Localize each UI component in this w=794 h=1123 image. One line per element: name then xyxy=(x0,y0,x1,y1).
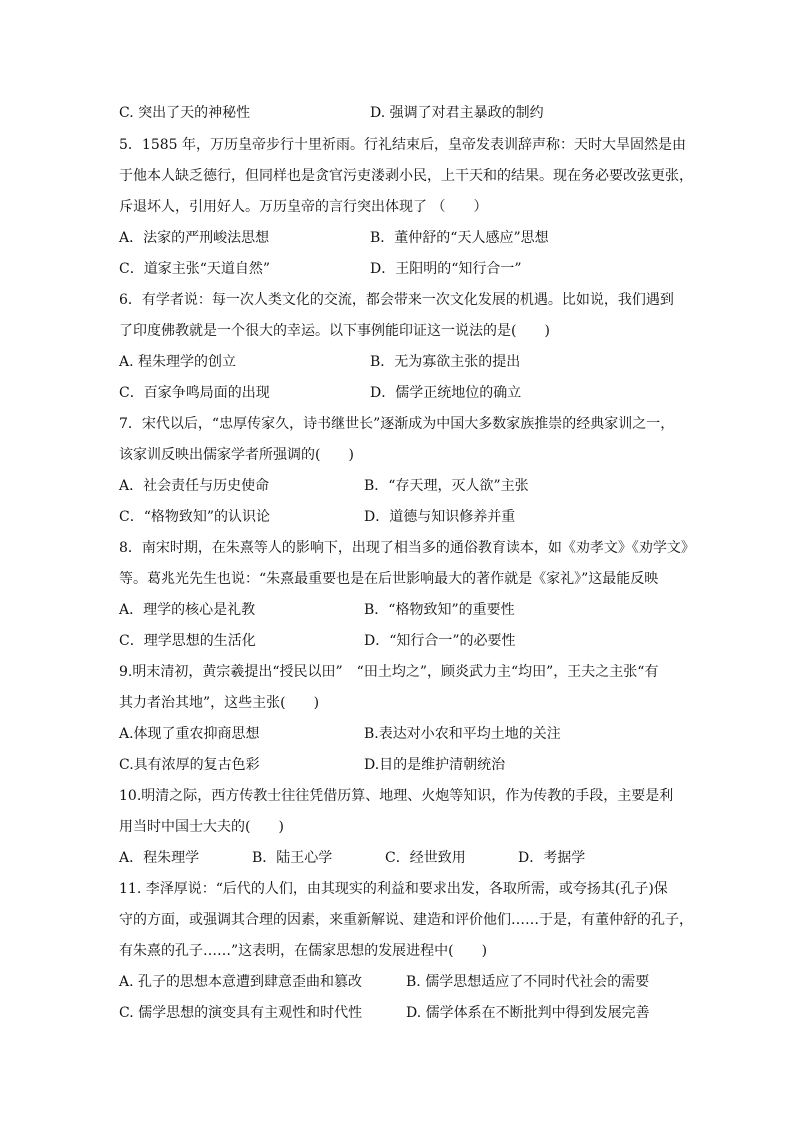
q11-stem-line1: 11. 李泽厚说：“后代的人们，由其现实的利益和要求出发，各取所需，或夸扬其(孔子)保 xyxy=(119,881,668,897)
q11-option-a: A. 孔子的思想本意遭到肆意歪曲和篡改 xyxy=(119,974,363,990)
q5-option-b: B．董仲舒的“天人感应”思想 xyxy=(370,230,549,246)
q7-option-b: B．“存天理，灭人欲”主张 xyxy=(364,478,529,494)
q8-option-b: B．“格物致知”的重要性 xyxy=(364,602,515,618)
q7-option-a: A．社会责任与历史使命 xyxy=(119,478,270,494)
q9-stem-line1: 9.明末清初，黄宗羲提出“授民以田” “田土均之”，顾炎武力主“均田”，王夫之主张“有 xyxy=(119,664,659,680)
q5-option-d: D．王阳明的“知行合一” xyxy=(370,261,522,277)
q10-stem-line1: 10.明清之际，西方传教士往往凭借历算、地理、火炮等知识，作为传教的手段，主要是利 xyxy=(119,788,674,804)
q9-option-b: B.表达对小农和平均土地的关注 xyxy=(364,726,561,742)
q7-option-d: D．道德与知识修养并重 xyxy=(364,509,516,525)
q5-option-c: C．道家主张“天道自然” xyxy=(119,261,271,277)
q6-stem-line2: 了印度佛教就是一个很大的幸运。以下事例能印证这一说法的是( ) xyxy=(119,323,550,339)
q11-stem-line2: 守的方面，或强调其合理的因素，来重新解说、建造和评价他们……于是，有董仲舒的孔子， xyxy=(119,912,693,928)
q9-option-c: C.具有浓厚的复古色彩 xyxy=(119,757,260,773)
q10-option-c: C．经世致用 xyxy=(385,850,466,866)
q6-stem-line1: 6．有学者说：每一次人类文化的交流，都会带来一次文化发展的机遇。比如说，我们遇到 xyxy=(119,292,674,308)
q6-option-a: A. 程朱理学的创立 xyxy=(119,354,237,370)
q10-option-a: A．程朱理学 xyxy=(119,850,200,866)
q9-option-a: A.体现了重农抑商思想 xyxy=(119,726,260,742)
q6-option-b: B．无为寡欲主张的提出 xyxy=(370,354,521,370)
q7-stem-line2: 该家训反映出儒家学者所强调的( ) xyxy=(119,447,354,463)
q6-option-d: D．儒学正统地位的确立 xyxy=(370,385,522,401)
q10-option-b: B．陆王心学 xyxy=(252,850,333,866)
q5-stem-line2: 于他本人缺乏德行，但同样也是贪官污吏溇剥小民，上干天和的结果。现在务必要改弦更张， xyxy=(119,168,693,184)
q7-stem-line1: 7．宋代以后，“忠厚传家久，诗书继世长”逐渐成为中国大多数家族推崇的经典家训之一， xyxy=(119,416,675,432)
q4-option-c: C. 突出了天的神秘性 xyxy=(119,105,251,121)
q8-option-a: A．理学的核心是礼教 xyxy=(119,602,256,618)
q8-option-c: C．理学思想的生活化 xyxy=(119,633,256,649)
q6-option-c: C．百家争鸣局面的出现 xyxy=(119,385,270,401)
q8-option-d: D．“知行合一”的必要性 xyxy=(364,633,516,649)
q8-stem-line2: 等。葛兆光先生也说：“朱熹最重要也是在后世影响最大的著作就是《家礼》”这最能反映 xyxy=(119,571,659,587)
q11-option-b: B. 儒学思想适应了不同时代社会的需要 xyxy=(406,974,650,990)
q10-option-d: D．考据学 xyxy=(518,850,586,866)
q11-option-c: C. 儒学思想的演变具有主观性和时代性 xyxy=(119,1005,363,1021)
q10-stem-line2: 用当时中国士大夫的( ) xyxy=(119,819,284,835)
q8-stem-line1: 8．南宋时期，在朱熹等人的影响下，出现了相当多的通俗教育读本，如《劝孝文》《劝学文》 xyxy=(119,540,695,556)
q9-option-d: D.目的是维护清朝统治 xyxy=(364,757,506,773)
q5-stem-line3: 斥退坏人，引用好人。万历皇帝的言行突出体现了 （ ） xyxy=(119,199,488,215)
q11-stem-line3: 有朱熹的孔子……”这表明，在儒家思想的发展进程中( ) xyxy=(119,943,488,959)
q11-option-d: D. 儒学体系在不断批判中得到发展完善 xyxy=(406,1005,650,1021)
q5-stem-line1: 5．1585 年，万历皇帝步行十里祈雨。行礼结束后，皇帝发表训辞声称：天时大旱固然是由 xyxy=(119,137,686,153)
q4-option-d: D. 强调了对君主暴政的制约 xyxy=(370,105,544,121)
q9-stem-line2: 其力者治其地”，这些主张( ) xyxy=(119,695,320,711)
q7-option-c: C．“格物致知”的认识论 xyxy=(119,509,271,525)
q5-option-a: A．法家的严刑峻法思想 xyxy=(119,230,270,246)
